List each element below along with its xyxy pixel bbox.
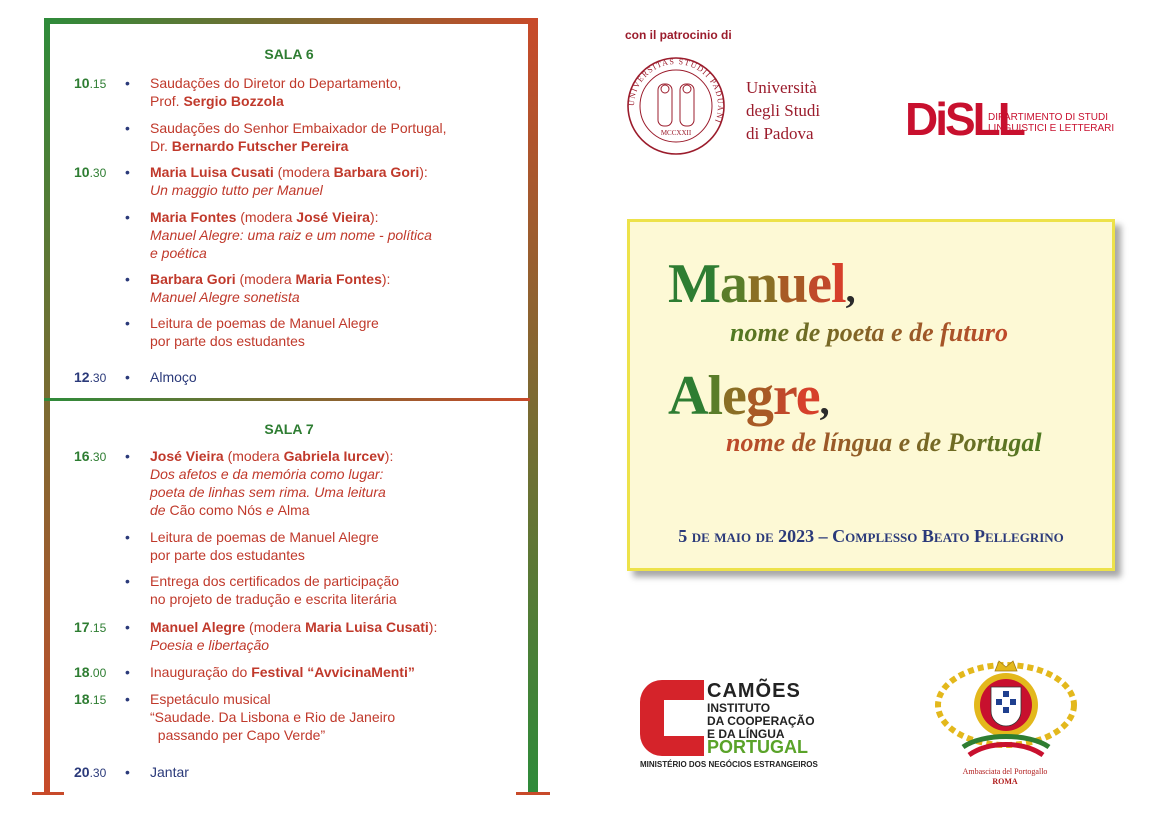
program-text-segment: Manuel Alegre — [150, 619, 246, 635]
frame-foot-right — [516, 792, 550, 795]
program-text-segment: e — [262, 502, 278, 518]
program-text-segment: (modera — [273, 164, 334, 180]
title-letter: l — [707, 365, 723, 427]
svg-text:DiSLL: DiSLL — [905, 93, 1023, 145]
program-text-segment: ): — [381, 271, 391, 287]
title-letter: M — [668, 253, 720, 315]
program-text-segment: Barbara Gori — [150, 271, 236, 287]
program-text-segment: Saudações do Diretor do Departamento, — [150, 75, 402, 91]
program-time — [74, 663, 124, 682]
program-item-text — [150, 314, 520, 350]
program-item-text — [150, 119, 520, 155]
program-text-segment: Dos afetos e da memória como lugar: — [150, 466, 384, 482]
program-time-hour: 12 — [74, 369, 90, 385]
program-text-segment: Manuel Alegre sonetista — [150, 289, 300, 305]
program-item-text — [150, 208, 520, 262]
program-item-line — [150, 92, 520, 110]
subtitle-poeta: nome de poeta e de futuro — [730, 318, 1009, 347]
portugal-coat-of-arms-icon — [933, 655, 1079, 765]
disll-line: DIPARTIMENTO DI STUDI — [988, 112, 1109, 123]
camoes-country: PORTUGAL — [707, 737, 808, 757]
program-item-text — [150, 447, 520, 519]
program-text-segment: Barbara Gori — [333, 164, 420, 180]
program-item-line — [150, 618, 520, 636]
program-item-line — [150, 763, 520, 781]
program-text-segment: Sergio Bozzola — [183, 93, 284, 109]
program-text-segment: poeta de linhas sem rima. Uma leitura — [150, 484, 386, 500]
program-item-text — [150, 572, 520, 608]
program-item-line — [150, 332, 520, 350]
university-name-line: Università — [746, 78, 817, 97]
program-time — [74, 447, 124, 466]
title-letter: g — [745, 365, 773, 427]
program-time — [74, 763, 124, 782]
program-item-text — [150, 368, 520, 386]
program-text-segment: e poética — [150, 245, 207, 261]
event-date-venue: 5 de maio de 2023 – Complesso Beato Pellegrino — [678, 526, 1064, 546]
program-text-segment: no projeto de tradução e escrita literária — [150, 591, 397, 607]
sala-7-heading: SALA 7 — [264, 421, 314, 437]
program-text-segment: Leitura de poemas de Manuel Alegre — [150, 315, 379, 331]
bullet-icon: • — [125, 315, 130, 331]
frame-left-column — [44, 18, 50, 794]
program-time-hour: 10 — [74, 164, 90, 180]
program-item-line — [150, 368, 520, 386]
program-time — [74, 74, 124, 93]
program-text-segment: “Saudade. Da Lisbona e Rio de Janeiro — [150, 709, 396, 725]
program-text-segment: ): — [369, 209, 379, 225]
program-text-segment: (modera — [245, 619, 306, 635]
program-time-minutes: .30 — [89, 166, 107, 180]
program-item-text — [150, 270, 520, 306]
program-item-line — [150, 690, 520, 708]
program-time-minutes: .15 — [89, 77, 107, 91]
program-text-segment: Inauguração do — [150, 664, 252, 680]
program-time — [74, 163, 124, 182]
program-item-line — [150, 465, 520, 483]
program-item-line — [150, 483, 520, 501]
program-item-line — [150, 226, 520, 244]
disll-department-name — [988, 112, 1114, 134]
program-text-segment: Leitura de poemas de Manuel Alegre — [150, 529, 379, 545]
program-text-segment: ): — [428, 619, 438, 635]
program-text-segment: (modera — [236, 209, 297, 225]
bullet-icon: • — [125, 75, 130, 91]
bullet-icon: • — [125, 573, 130, 589]
svg-text:MCCXXII: MCCXXII — [660, 129, 692, 137]
program-text-segment: Un maggio tutto per Manuel — [150, 182, 323, 198]
program-text-segment: Entrega dos certificados de participação — [150, 573, 400, 589]
frame-foot-left — [32, 792, 64, 795]
disll-logo — [905, 87, 1023, 145]
embassy-caption — [900, 767, 1110, 787]
program-item-line — [150, 163, 520, 181]
program-time-hour: 20 — [74, 764, 90, 780]
program-text-segment: Jantar — [150, 764, 189, 780]
program-text-segment: por parte dos estudantes — [150, 547, 305, 563]
program-time-minutes: .30 — [89, 450, 107, 464]
program-time-hour: 10 — [74, 75, 90, 91]
title-letter: n — [746, 253, 778, 315]
program-text-segment: Dr. — [150, 138, 172, 154]
program-item-text — [150, 618, 520, 654]
program-text-segment: Festival “AvvicinaMenti” — [251, 664, 415, 680]
program-text-segment: de — [150, 502, 170, 518]
camoes-line: INSTITUTO — [707, 701, 771, 715]
program-text-segment: José Vieira — [296, 209, 370, 225]
program-text-segment: ): — [419, 164, 428, 180]
bullet-icon: • — [125, 619, 130, 635]
embassy-line: Ambasciata del Portogallo — [962, 767, 1048, 776]
title-letter: r — [772, 365, 796, 427]
title-letter: e — [807, 253, 832, 315]
program-text-segment: Espetáculo musical — [150, 691, 271, 707]
bullet-icon: • — [125, 691, 130, 707]
program-time-hour: 18 — [74, 664, 90, 680]
subtitle-lingua: nome de língua e de Portugal — [726, 428, 1042, 457]
program-item-line — [150, 546, 520, 564]
program-text-segment: Almoço — [150, 369, 197, 385]
program-item-text — [150, 690, 520, 744]
title-letter: l — [831, 253, 846, 315]
embassy-line: ROMA — [992, 777, 1018, 786]
patronage-label: con il patrocinio di — [625, 28, 732, 42]
bullet-icon: • — [125, 369, 130, 385]
title-alegre — [668, 364, 829, 428]
title-letter: A — [668, 365, 708, 427]
program-text-segment: Prof. — [150, 93, 184, 109]
program-time-minutes: .15 — [89, 693, 107, 707]
program-item-line — [150, 74, 520, 92]
program-time-hour: 18 — [74, 691, 90, 707]
camoes-name: CAMÕES — [707, 680, 801, 702]
program-text-segment: (modera — [223, 448, 284, 464]
program-text-segment: José Vieira — [150, 448, 224, 464]
program-item-line — [150, 181, 520, 199]
bullet-icon: • — [125, 271, 130, 287]
program-time-minutes: .30 — [89, 371, 107, 385]
program-text-segment: Manuel Alegre: uma raiz e um nome - política — [150, 227, 432, 243]
program-text-segment: Maria Luisa Cusati — [150, 164, 274, 180]
title-manuel — [668, 252, 855, 316]
title-letter: e — [795, 365, 820, 427]
program-item-line — [150, 636, 520, 654]
bullet-icon: • — [125, 764, 130, 780]
program-time-minutes: .30 — [89, 766, 107, 780]
university-name — [746, 76, 820, 145]
program-time-hour: 17 — [74, 619, 90, 635]
frame-right-column — [528, 18, 538, 794]
title-card — [627, 219, 1115, 571]
program-time — [74, 618, 124, 637]
title-letter: u — [777, 253, 808, 315]
camoes-line: E DA LÍNGUA — [707, 727, 785, 741]
program-item-line — [150, 447, 520, 465]
program-text-segment: passando per Capo Verde” — [150, 727, 326, 743]
program-text-segment: Poesia e libertação — [150, 637, 270, 653]
university-name-line: degli Studi — [746, 101, 821, 120]
title-letter: a — [719, 253, 747, 315]
program-item-text — [150, 528, 520, 564]
title-comma: , — [845, 266, 855, 311]
program-item-line — [150, 270, 520, 288]
camoes-line: DA COOPERAÇÃO — [707, 714, 815, 728]
bullet-icon: • — [125, 448, 130, 464]
svg-text:UNIVERSITAS STUDII PADUANI: UNIVERSITAS STUDII PADUANI — [626, 56, 726, 125]
program-item-text — [150, 163, 520, 199]
program-item-line — [150, 501, 520, 519]
bullet-icon: • — [125, 164, 130, 180]
program-item-line — [150, 314, 520, 332]
program-text-segment: Saudações do Senhor Embaixador de Portugal, — [150, 120, 447, 136]
sala-6-heading: SALA 6 — [264, 46, 314, 62]
program-text-segment: por parte dos estudantes — [150, 333, 305, 349]
program-item-line — [150, 137, 520, 155]
university-name-line: di Padova — [746, 124, 814, 143]
program-text-segment: Maria Luisa Cusati — [305, 619, 429, 635]
program-time — [74, 690, 124, 709]
bullet-icon: • — [125, 209, 130, 225]
program-item-line — [150, 288, 520, 306]
program-text-segment: Cão como Nós — [169, 502, 263, 518]
bullet-icon: • — [125, 120, 130, 136]
program-item-text — [150, 74, 520, 110]
program-time — [74, 368, 124, 387]
program-item-line — [150, 590, 520, 608]
program-item-text — [150, 763, 520, 781]
program-text-segment: Alma — [277, 502, 310, 518]
program-item-line — [150, 208, 520, 226]
program-item-line — [150, 244, 520, 262]
program-text-segment: Bernardo Futscher Pereira — [171, 138, 349, 154]
program-text-segment: Maria Fontes — [295, 271, 382, 287]
disll-line: LINGUISTICI E LETTERARI — [988, 123, 1115, 134]
program-item-text — [150, 663, 520, 681]
university-seal-icon — [626, 56, 726, 156]
program-time-minutes: .15 — [89, 621, 107, 635]
title-letter: e — [722, 365, 746, 427]
program-item-line — [150, 572, 520, 590]
bullet-icon: • — [125, 664, 130, 680]
camoes-subtitle — [707, 702, 815, 741]
bullet-icon: • — [125, 529, 130, 545]
program-item-line — [150, 119, 520, 137]
program-item-line — [150, 708, 520, 726]
camoes-c-logo — [640, 680, 704, 756]
program-text-segment: Maria Fontes — [150, 209, 237, 225]
camoes-ministry: MINISTÉRIO DOS NEGÓCIOS ESTRANGEIROS — [640, 760, 818, 769]
program-item-line — [150, 726, 520, 744]
program-text-segment: Gabriela Iurcev — [283, 448, 385, 464]
title-comma: , — [819, 378, 829, 423]
program-time-minutes: .00 — [89, 666, 107, 680]
program-time-hour: 16 — [74, 448, 90, 464]
program-item-line — [150, 663, 520, 681]
program-text-segment: ): — [384, 448, 394, 464]
frame-top-bar — [44, 18, 538, 24]
program-item-line — [150, 528, 520, 546]
frame-middle-bar — [44, 398, 530, 401]
program-text-segment: (modera — [235, 271, 296, 287]
